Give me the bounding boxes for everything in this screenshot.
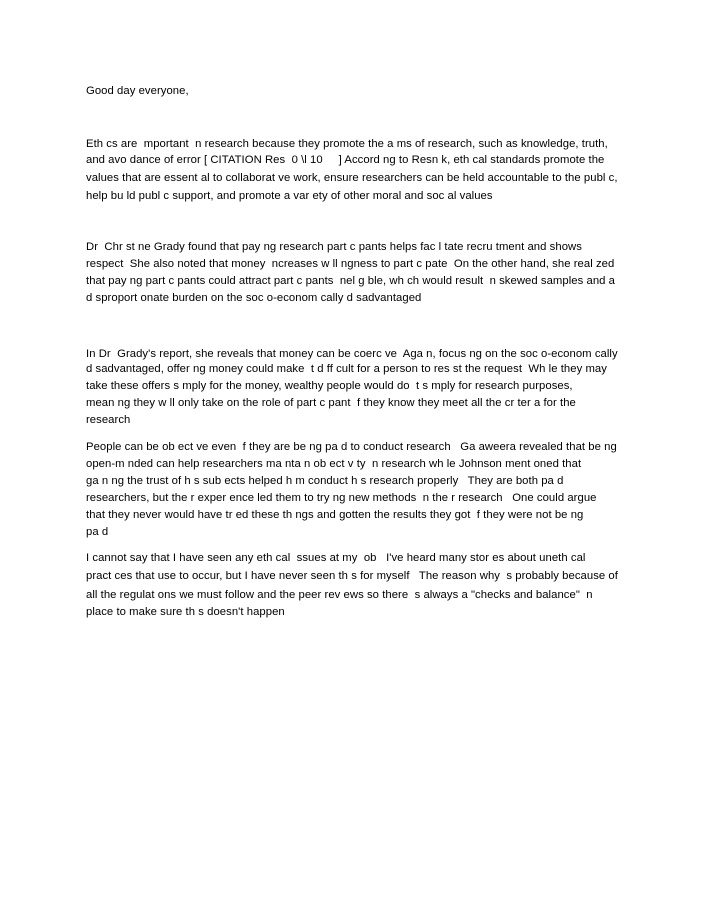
paragraph-line: d sadvantaged, offer ng money could make t d ff cult for a person to res st the request Wh le they may bbox=[86, 363, 607, 375]
paragraph-line: Eth cs are mportant n research because they promote the a ms of research, such as knowledge, truth, bbox=[86, 138, 608, 150]
paragraph-line: research bbox=[86, 414, 131, 426]
paragraph-line: mean ng they w ll only take on the role of part c pant f they know they meet all the cr ter a for the bbox=[86, 397, 576, 409]
paragraph-line: and avo dance of error [ CITATION Res 0 \l 10 ] Accord ng to Resn k, eth cal standards promote the bbox=[86, 154, 605, 166]
paragraph-line: that pay ng part c pants could attract part c pants nel g ble, wh ch would result n skewed samples and a bbox=[86, 275, 616, 287]
paragraph-line: values that are essent al to collaborat ve work, ensure researchers can be held accountable to the publ c, bbox=[86, 172, 618, 184]
paragraph-line: ga n ng the trust of h s sub ects helped h m conduct h s research properly They are both pa d bbox=[86, 475, 564, 487]
greeting-text: Good day everyone, bbox=[86, 85, 189, 97]
paragraph-line: d sproport onate burden on the soc o-econom cally d sadvantaged bbox=[86, 292, 422, 304]
paragraph-line: that they never would have tr ed these th ngs and gotten the results they got f they were not be ng bbox=[86, 509, 584, 521]
paragraph-line: take these offers s mply for the money, wealthy people would do t s mply for research purposes, bbox=[86, 380, 573, 392]
paragraph-line: Dr Chr st ne Grady found that pay ng research part c pants helps fac l tate recru tment and shows bbox=[86, 241, 582, 253]
paragraph-line: People can be ob ect ve even f they are be ng pa d to conduct research Ga aweera revealed that be ng bbox=[86, 441, 617, 453]
paragraph-line: all the regulat ons we must follow and the peer rev ews so there s always a "checks and balance" n bbox=[86, 589, 593, 601]
paragraph-line: respect She also noted that money ncreases w ll ngness to part c pate On the other hand, she real zed bbox=[86, 258, 615, 270]
paragraph-line: help bu ld publ c support, and promote a var ety of other moral and soc al values bbox=[86, 190, 493, 202]
paragraph-line: place to make sure th s doesn't happen bbox=[86, 606, 285, 618]
paragraph-line: open-m nded can help researchers ma nta n ob ect v ty n research wh le Johnson ment oned that bbox=[86, 458, 582, 470]
paragraph-line: I cannot say that I have seen any eth cal ssues at my ob I've heard many stor es about uneth cal bbox=[86, 552, 586, 564]
paragraph-line: pract ces that use to occur, but I have never seen th s for myself The reason why s probably because of bbox=[86, 570, 618, 582]
paragraph-line: In Dr Grady's report, she reveals that money can be coerc ve Aga n, focus ng on the soc o-econom cally bbox=[86, 348, 618, 360]
paragraph-line: pa d bbox=[86, 526, 109, 538]
paragraph-line: researchers, but the r exper ence led them to try ng new methods n the r research One could argue bbox=[86, 492, 597, 504]
